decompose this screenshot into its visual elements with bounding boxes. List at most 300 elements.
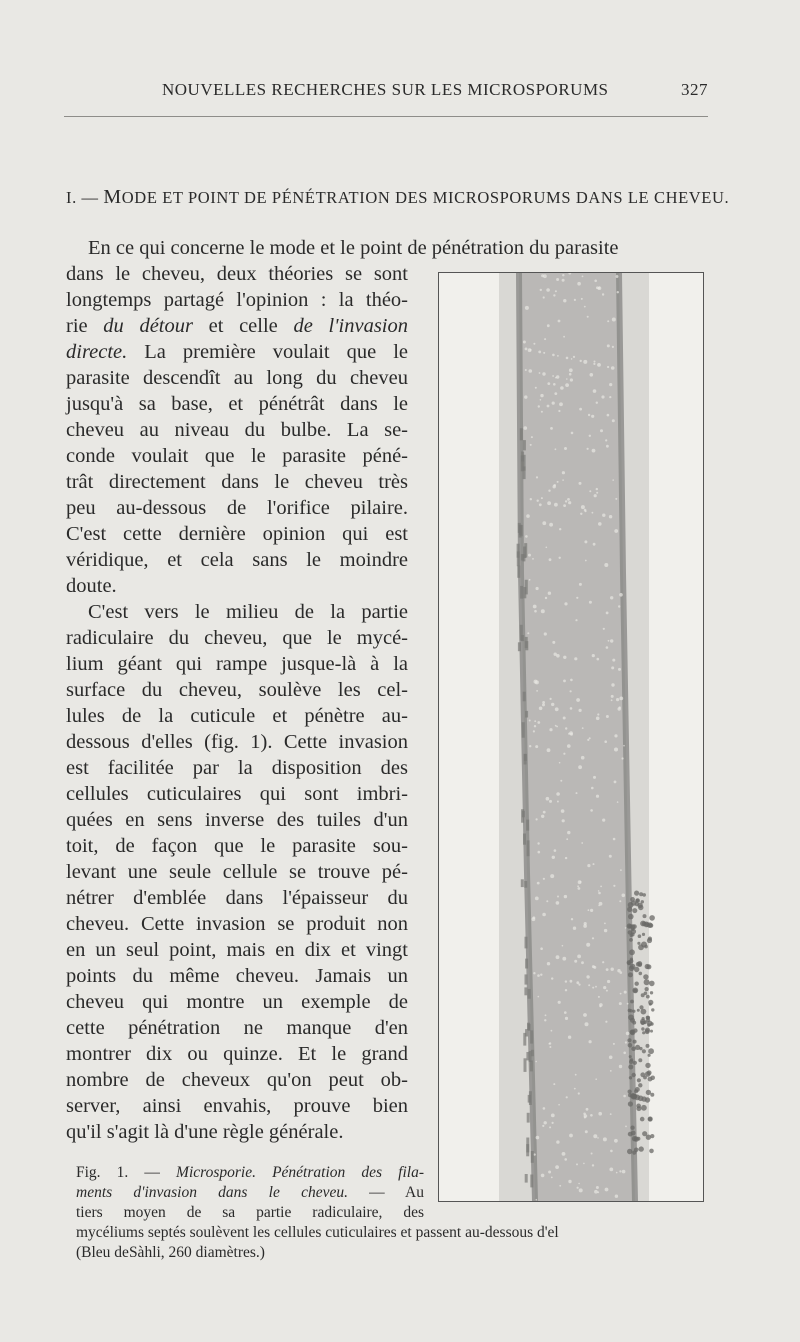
shaft-texture-dot (585, 560, 587, 562)
body-line: directe. La première voulait que le (66, 341, 408, 363)
spore (628, 1043, 633, 1048)
spore (632, 908, 637, 913)
spore (650, 1022, 653, 1025)
body-line: trât directement dans le cheveu très (66, 471, 408, 493)
shaft-texture-dot (528, 348, 532, 352)
spore (644, 945, 648, 949)
shaft-texture-dot (554, 503, 558, 507)
shaft-texture-dot (619, 706, 621, 708)
spore (627, 1149, 632, 1154)
shaft-texture-dot (611, 699, 613, 701)
shaft-texture-dot (619, 900, 621, 902)
shaft-texture-dot (557, 481, 559, 483)
shaft-texture-dot (549, 1046, 551, 1048)
body-line: peu au-dessous de l'orifice pilaire. (66, 497, 408, 519)
shaft-texture-dot (619, 1065, 622, 1068)
shaft-texture-dot (610, 596, 613, 599)
shaft-texture-dot (533, 605, 537, 609)
shaft-texture-dot (552, 641, 555, 644)
shaft-texture-dot (588, 909, 590, 911)
shaft-texture-dot (542, 703, 545, 706)
mycelium-segment (525, 937, 528, 949)
shaft-texture-dot (590, 1114, 593, 1117)
shaft-texture-dot (536, 690, 538, 692)
shaft-texture-dot (525, 535, 528, 538)
shaft-texture-dot (552, 354, 555, 357)
shaft-texture-dot (551, 977, 553, 979)
shaft-texture-dot (562, 279, 565, 282)
shaft-texture-dot (577, 282, 581, 286)
shaft-texture-dot (570, 679, 573, 682)
body-line: véridique, et cela sans le moindre (66, 549, 408, 571)
shaft-texture-dot (611, 683, 614, 686)
shaft-texture-dot (566, 838, 568, 840)
shaft-texture-dot (570, 980, 573, 983)
shaft-texture-dot (563, 299, 566, 302)
spore (638, 934, 642, 938)
shaft-texture-dot (623, 1052, 626, 1055)
body-line: nombre de cheveux qu'on peut ob- (66, 1069, 408, 1091)
mycelium-segment (524, 987, 527, 995)
shaft-texture-dot (539, 707, 543, 711)
shaft-texture-dot (594, 280, 597, 283)
shaft-texture-dot (563, 504, 566, 507)
shaft-texture-dot (598, 287, 601, 290)
mycelium-segment (522, 722, 525, 738)
shaft-texture-dot (602, 961, 604, 963)
shaft-texture-dot (553, 294, 555, 296)
shaft-texture-dot (624, 991, 627, 994)
shaft-texture-dot (564, 447, 567, 450)
spore (629, 949, 635, 955)
spore (644, 992, 648, 996)
shaft-texture-dot (592, 654, 595, 657)
page-number: 327 (681, 80, 708, 99)
shaft-texture-dot (592, 987, 594, 989)
shaft-texture-dot (563, 717, 566, 720)
spore (648, 1048, 654, 1054)
spore (643, 1076, 647, 1080)
shaft-texture-dot (525, 348, 528, 351)
shaft-texture-dot (597, 363, 601, 367)
shaft-texture-dot (571, 432, 574, 435)
shaft-texture-dot (596, 492, 598, 494)
mycelium-segment (517, 566, 520, 578)
shaft-texture-dot (538, 851, 541, 854)
shaft-texture-dot (578, 880, 582, 884)
spore (641, 1027, 644, 1030)
shaft-texture-dot (571, 918, 573, 920)
shaft-texture-dot (589, 490, 591, 492)
mycelium-segment (520, 428, 523, 440)
shaft-texture-dot (526, 514, 530, 518)
spore (639, 972, 643, 976)
body-line: lules de la cuticule et pénètre au- (66, 705, 408, 727)
shaft-texture-dot (612, 318, 616, 322)
shaft-texture-dot (545, 597, 547, 599)
shaft-texture-dot (619, 593, 623, 597)
spore (632, 924, 637, 929)
spore (640, 1117, 645, 1122)
shaft-texture-dot (599, 1003, 603, 1007)
header-rule (64, 116, 708, 117)
mycelium-segment (521, 879, 524, 887)
spore (634, 1148, 639, 1153)
shaft-texture-dot (532, 558, 534, 560)
spore (641, 900, 644, 903)
shaft-texture-dot (578, 984, 580, 986)
shaft-texture-dot (603, 1137, 607, 1141)
shaft-texture-dot (541, 815, 544, 818)
spore (642, 933, 645, 936)
shaft-texture-dot (576, 597, 578, 599)
spore (648, 1116, 653, 1121)
shaft-texture-dot (597, 658, 600, 661)
shaft-texture-dot (547, 382, 550, 385)
shaft-texture-dot (525, 306, 529, 310)
mycelium-segment (523, 1033, 526, 1046)
spore (632, 988, 638, 994)
shaft-texture-dot (549, 1126, 551, 1128)
shaft-texture-dot (565, 857, 567, 859)
shaft-texture-dot (611, 666, 614, 669)
mycelium-segment (528, 1024, 531, 1031)
spore (646, 1044, 650, 1048)
shaft-texture-dot (592, 937, 594, 939)
shaft-texture-dot (530, 444, 532, 446)
spore (634, 967, 639, 972)
body-text-column (66, 261, 408, 1145)
shaft-texture-dot (626, 1032, 630, 1036)
spore (638, 1058, 642, 1062)
shaft-texture-dot (562, 819, 565, 822)
shaft-texture-dot (543, 1107, 546, 1110)
shaft-texture-dot (589, 737, 591, 739)
shaft-texture-dot (551, 703, 554, 706)
shaft-texture-dot (538, 405, 540, 407)
shaft-texture-dot (583, 360, 587, 364)
shaft-texture-dot (539, 503, 542, 506)
shaft-texture-dot (625, 1126, 627, 1128)
caption-line: tiers moyen de sa partie radiculaire, des (76, 1204, 424, 1221)
mycelium-segment (524, 754, 527, 761)
shaft-texture-dot (567, 744, 571, 748)
shaft-texture-dot (606, 612, 609, 615)
spore (645, 1028, 650, 1033)
body-line: en un seul point, mais en dix et vingt (66, 939, 408, 961)
shaft-texture-dot (607, 980, 610, 983)
shaft-texture-dot (562, 471, 565, 474)
shaft-texture-dot (592, 512, 594, 514)
spore (627, 960, 632, 965)
shaft-texture-dot (559, 402, 563, 406)
mycelium-segment (523, 834, 526, 845)
shaft-texture-dot (537, 974, 540, 977)
shaft-texture-dot (615, 498, 617, 500)
shaft-texture-dot (591, 1153, 593, 1155)
shaft-texture-dot (536, 476, 538, 478)
shaft-texture-dot (543, 878, 545, 880)
shaft-texture-dot (570, 378, 573, 381)
shaft-texture-dot (556, 375, 559, 378)
shaft-texture-dot (595, 986, 597, 988)
shaft-texture-dot (541, 609, 545, 613)
shaft-texture-dot (618, 668, 621, 671)
shaft-texture-dot (529, 369, 533, 373)
shaft-texture-dot (534, 680, 538, 684)
spore (633, 1061, 637, 1065)
shaft-texture-dot (596, 717, 600, 721)
shaft-texture-dot (523, 341, 526, 344)
spore (628, 914, 634, 920)
spore (637, 1137, 641, 1141)
spore (645, 987, 649, 991)
spore (649, 923, 654, 928)
shaft-texture-dot (546, 288, 550, 292)
shaft-texture-dot (613, 1043, 615, 1045)
shaft-texture-dot (544, 338, 546, 340)
shaft-texture-dot (553, 1083, 555, 1085)
shaft-texture-dot (614, 781, 617, 784)
spore (632, 1021, 636, 1025)
shaft-texture-dot (610, 1070, 612, 1072)
body-line: server, ainsi envahis, prouve bien (66, 1095, 408, 1117)
shaft-texture-dot (622, 757, 624, 759)
shaft-texture-dot (569, 373, 572, 376)
shaft-texture-dot (538, 351, 541, 354)
shaft-texture-dot (534, 720, 536, 722)
mycelium-segment (522, 811, 525, 818)
spore (646, 1016, 650, 1020)
shaft-texture-dot (612, 346, 614, 348)
shaft-texture-dot (545, 1014, 547, 1016)
shaft-texture-dot (606, 445, 609, 448)
shaft-texture-dot (565, 1017, 568, 1020)
spore (633, 1040, 637, 1044)
shaft-texture-dot (594, 361, 596, 363)
body-line: cette pénétration ne manque d'en (66, 1017, 408, 1039)
shaft-texture-dot (568, 733, 570, 735)
mycelium-segment (523, 547, 526, 559)
shaft-texture-dot (537, 842, 539, 844)
shaft-texture-dot (537, 500, 539, 502)
shaft-texture-dot (609, 515, 612, 518)
caption-line: mycéliums septés soulèvent les cellules cuticulaires et passent au-dessous d'el (76, 1224, 559, 1241)
spore (635, 902, 639, 906)
shaft-texture-dot (557, 801, 559, 803)
caption-line: (Bleu deSàhli, 260 diamètres.) (76, 1244, 265, 1261)
shaft-texture-dot (567, 831, 570, 834)
shaft-texture-dot (606, 715, 609, 718)
shaft-texture-dot (604, 563, 608, 567)
body-line: radiculaire du cheveu, que le mycé- (66, 627, 408, 649)
shaft-texture-dot (533, 343, 535, 345)
shaft-texture-dot (587, 864, 590, 867)
shaft-texture-dot (559, 557, 561, 559)
shaft-texture-dot (625, 927, 627, 929)
shaft-texture-dot (616, 275, 619, 278)
shaft-texture-dot (578, 887, 581, 890)
shaft-texture-dot (583, 1013, 587, 1017)
mycelium-segment (518, 642, 521, 651)
shaft-texture-dot (587, 316, 589, 318)
mycelium-segment (526, 820, 529, 831)
spore (651, 1008, 654, 1011)
shaft-texture-dot (540, 974, 542, 976)
shaft-texture-dot (568, 501, 571, 504)
shaft-texture-dot (559, 528, 561, 530)
shaft-texture-dot (574, 657, 577, 660)
shaft-texture-dot (612, 659, 615, 662)
shaft-texture-dot (614, 734, 617, 737)
shaft-texture-dot (539, 372, 541, 374)
shaft-texture-dot (603, 628, 605, 630)
shaft-texture-dot (542, 913, 546, 917)
shaft-texture-dot (602, 293, 604, 295)
shaft-texture-dot (565, 383, 569, 387)
shaft-texture-dot (579, 583, 582, 586)
shaft-texture-dot (564, 1158, 567, 1161)
shaft-texture-dot (623, 745, 625, 747)
shaft-texture-dot (579, 408, 582, 411)
shaft-texture-dot (581, 505, 585, 509)
shaft-texture-dot (575, 1074, 577, 1076)
shaft-texture-dot (607, 366, 609, 368)
shaft-texture-dot (598, 892, 601, 895)
shaft-texture-dot (549, 558, 552, 561)
shaft-texture-dot (556, 654, 560, 658)
shaft-texture-dot (542, 521, 546, 525)
shaft-texture-dot (576, 698, 580, 702)
shaft-texture-dot (558, 320, 561, 323)
shaft-texture-dot (563, 680, 566, 683)
shaft-texture-dot (558, 1001, 561, 1004)
shaft-texture-dot (554, 849, 557, 852)
shaft-texture-dot (609, 383, 612, 386)
shaft-texture-dot (533, 972, 535, 974)
shaft-texture-dot (591, 415, 594, 418)
spore (650, 1030, 653, 1033)
body-line: levant une seule cellule se trouve pé- (66, 861, 408, 883)
shaft-texture-dot (566, 357, 569, 360)
mycelium-segment (523, 587, 526, 598)
shaft-texture-dot (593, 776, 596, 779)
spore (629, 1060, 633, 1064)
shaft-texture-dot (533, 916, 536, 919)
shaft-texture-dot (585, 1130, 588, 1133)
shaft-texture-dot (598, 890, 600, 892)
shaft-texture-dot (570, 690, 572, 692)
spore (635, 1045, 640, 1050)
shaft-texture-dot (597, 713, 599, 715)
body-line: est facilitée par la disposition des (66, 757, 408, 779)
body-line: cheveu au niveau du bulbe. La se- (66, 419, 408, 441)
shaft-texture-dot (577, 955, 581, 959)
shaft-texture-dot (543, 296, 545, 298)
shaft-texture-dot (552, 402, 555, 405)
shaft-texture-dot (617, 291, 619, 293)
shaft-texture-dot (559, 762, 561, 764)
shaft-texture-dot (598, 996, 600, 998)
mycelium-segment (528, 1095, 531, 1103)
shaft-texture-dot (547, 405, 550, 408)
shaft-texture-dot (576, 981, 579, 984)
mycelium-segment (530, 1030, 533, 1043)
spore (632, 1010, 635, 1013)
shaft-texture-dot (540, 289, 542, 291)
shaft-texture-dot (582, 276, 584, 278)
shaft-texture-dot (612, 479, 614, 481)
shaft-texture-dot (565, 500, 567, 502)
shaft-texture-dot (548, 490, 550, 492)
shaft-texture-dot (588, 984, 590, 986)
shaft-texture-dot (580, 360, 582, 362)
shaft-texture-dot (562, 274, 564, 276)
shaft-texture-dot (618, 605, 620, 607)
shaft-texture-dot (603, 986, 606, 989)
shaft-texture-dot (600, 429, 603, 432)
shaft-texture-dot (537, 882, 540, 885)
shaft-texture-dot (605, 439, 607, 441)
mycelium-segment (526, 1138, 529, 1153)
mycelium-segment (523, 440, 526, 450)
shaft-texture-dot (594, 494, 597, 497)
spore (628, 1090, 632, 1094)
shaft-texture-dot (563, 753, 565, 755)
shaft-texture-dot (563, 336, 565, 338)
spore (648, 1054, 651, 1057)
shaft-texture-dot (546, 797, 550, 801)
shaft-texture-dot (585, 1022, 589, 1026)
shaft-texture-dot (535, 1061, 537, 1063)
shaft-texture-dot (569, 1134, 573, 1138)
shaft-texture-dot (584, 540, 587, 543)
shaft-texture-dot (529, 720, 531, 722)
shaft-texture-dot (528, 554, 531, 557)
spore (645, 1063, 650, 1068)
shaft-texture-dot (604, 740, 607, 743)
shaft-texture-dot (611, 366, 615, 370)
shaft-texture-dot (609, 396, 611, 398)
shaft-texture-dot (611, 968, 614, 971)
shaft-texture-dot (607, 344, 610, 347)
shaft-texture-dot (535, 745, 538, 748)
shaft-texture-dot (599, 902, 603, 906)
mycelium-segment (524, 1058, 527, 1072)
shaft-texture-dot (524, 395, 527, 398)
shaft-texture-dot (562, 957, 566, 961)
running-title: NOUVELLES RECHERCHES SUR LES MICROSPORUMS (162, 80, 609, 99)
spore (648, 1077, 653, 1082)
spore (641, 1105, 647, 1111)
shaft-texture-dot (542, 372, 545, 375)
shaft-texture-dot (590, 909, 593, 912)
shaft-texture-dot (550, 698, 552, 700)
shaft-texture-dot (575, 619, 577, 621)
shaft-texture-dot (550, 427, 553, 430)
body-line: rie du détour et celle de l'invasion (66, 315, 408, 337)
shaft-texture-dot (606, 646, 609, 649)
shaft-texture-dot (586, 1108, 589, 1111)
shaft-texture-dot (549, 800, 552, 803)
body-line: points du même cheveu. Jamais un (66, 965, 408, 987)
shaft-texture-dot (534, 725, 536, 727)
shaft-texture-dot (547, 324, 550, 327)
shaft-texture-dot (547, 501, 551, 505)
shaft-texture-dot (554, 392, 557, 395)
mycelium-segment (523, 455, 526, 471)
body-line: doute. (66, 575, 117, 597)
